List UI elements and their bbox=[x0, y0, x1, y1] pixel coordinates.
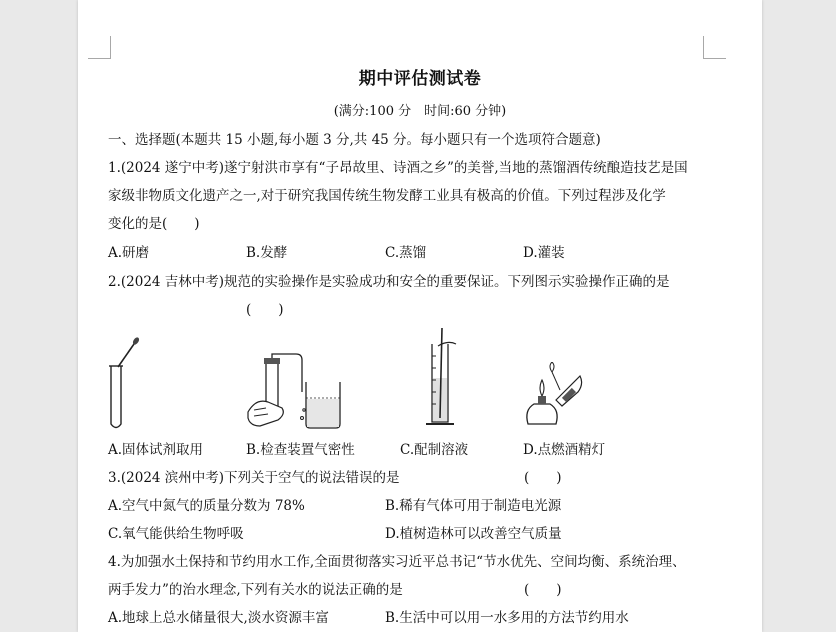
q1-option-a: A.研磨 bbox=[108, 245, 150, 261]
q3-line: 3.(2024 滨州中考)下列关于空气的说法错误的是 bbox=[108, 470, 400, 486]
q1-option-b: B.发酵 bbox=[246, 245, 288, 261]
document-page bbox=[78, 0, 762, 632]
q1-option-c: C.蒸馏 bbox=[385, 245, 427, 261]
section-heading: 一、选择题(本题共 15 小题,每小题 3 分,共 45 分。每小题只有一个选项符合题意) bbox=[108, 132, 601, 148]
margin-corner-top-right bbox=[703, 36, 726, 59]
margin-corner-top-left bbox=[88, 36, 111, 59]
q4-answer-paren: ( ) bbox=[524, 582, 562, 598]
q1-line-3: 变化的是( ) bbox=[108, 216, 200, 232]
q3-answer-paren: ( ) bbox=[524, 470, 562, 486]
q1-option-d: D.灌装 bbox=[523, 245, 565, 261]
q3-option-b: B.稀有气体可用于制造电光源 bbox=[385, 498, 562, 514]
airtight-check-icon bbox=[244, 352, 354, 434]
page-title: 期中评估测试卷 bbox=[358, 69, 482, 89]
q3-option-a: A.空气中氮气的质量分数为 78% bbox=[108, 498, 305, 514]
q2-option-a: A.固体试剂取用 bbox=[108, 442, 204, 458]
q4-line-1: 4.为加强水土保持和节约用水工作,全面贯彻落实习近平总书记“节水优先、空间均衡、系统治理、 bbox=[108, 554, 686, 570]
q4-option-b: B.生活中可以用一水多用的方法节约用水 bbox=[385, 610, 629, 626]
q3-option-d: D.植树造林可以改善空气质量 bbox=[385, 526, 562, 542]
q2-option-c: C.配制溶液 bbox=[400, 442, 469, 458]
q2-option-b: B.检查装置气密性 bbox=[246, 442, 355, 458]
q1-line-2: 家级非物质文化遗产之一,对于研究我国传统生物发酵工业具有极高的价值。下列过程涉及化学 bbox=[108, 188, 666, 204]
q3-option-c: C.氧气能供给生物呼吸 bbox=[108, 526, 244, 542]
test-tube-spoon-icon bbox=[106, 334, 146, 434]
alcohol-lamp-icon bbox=[522, 362, 592, 432]
q1-line-1: 1.(2024 遂宁中考)遂宁射洪市享有“子昂故里、诗酒之乡”的美誉,当地的蒸馏酒传统酿造技艺是国 bbox=[108, 160, 688, 176]
q2-answer-paren: ( ) bbox=[246, 302, 284, 318]
q2-line: 2.(2024 吉林中考)规范的实验操作是实验成功和安全的重要保证。下列图示实验操作正确的是 bbox=[108, 274, 670, 290]
exam-info: (满分:100 分 时间:60 分钟) bbox=[333, 104, 507, 119]
q4-option-a: A.地球上总水储量很大,淡水资源丰富 bbox=[108, 610, 329, 626]
q4-line-2: 两手发力”的治水理念,下列有关水的说法正确的是 bbox=[108, 582, 403, 598]
q2-option-d: D.点燃酒精灯 bbox=[523, 442, 606, 458]
graduated-cylinder-icon bbox=[418, 326, 468, 430]
